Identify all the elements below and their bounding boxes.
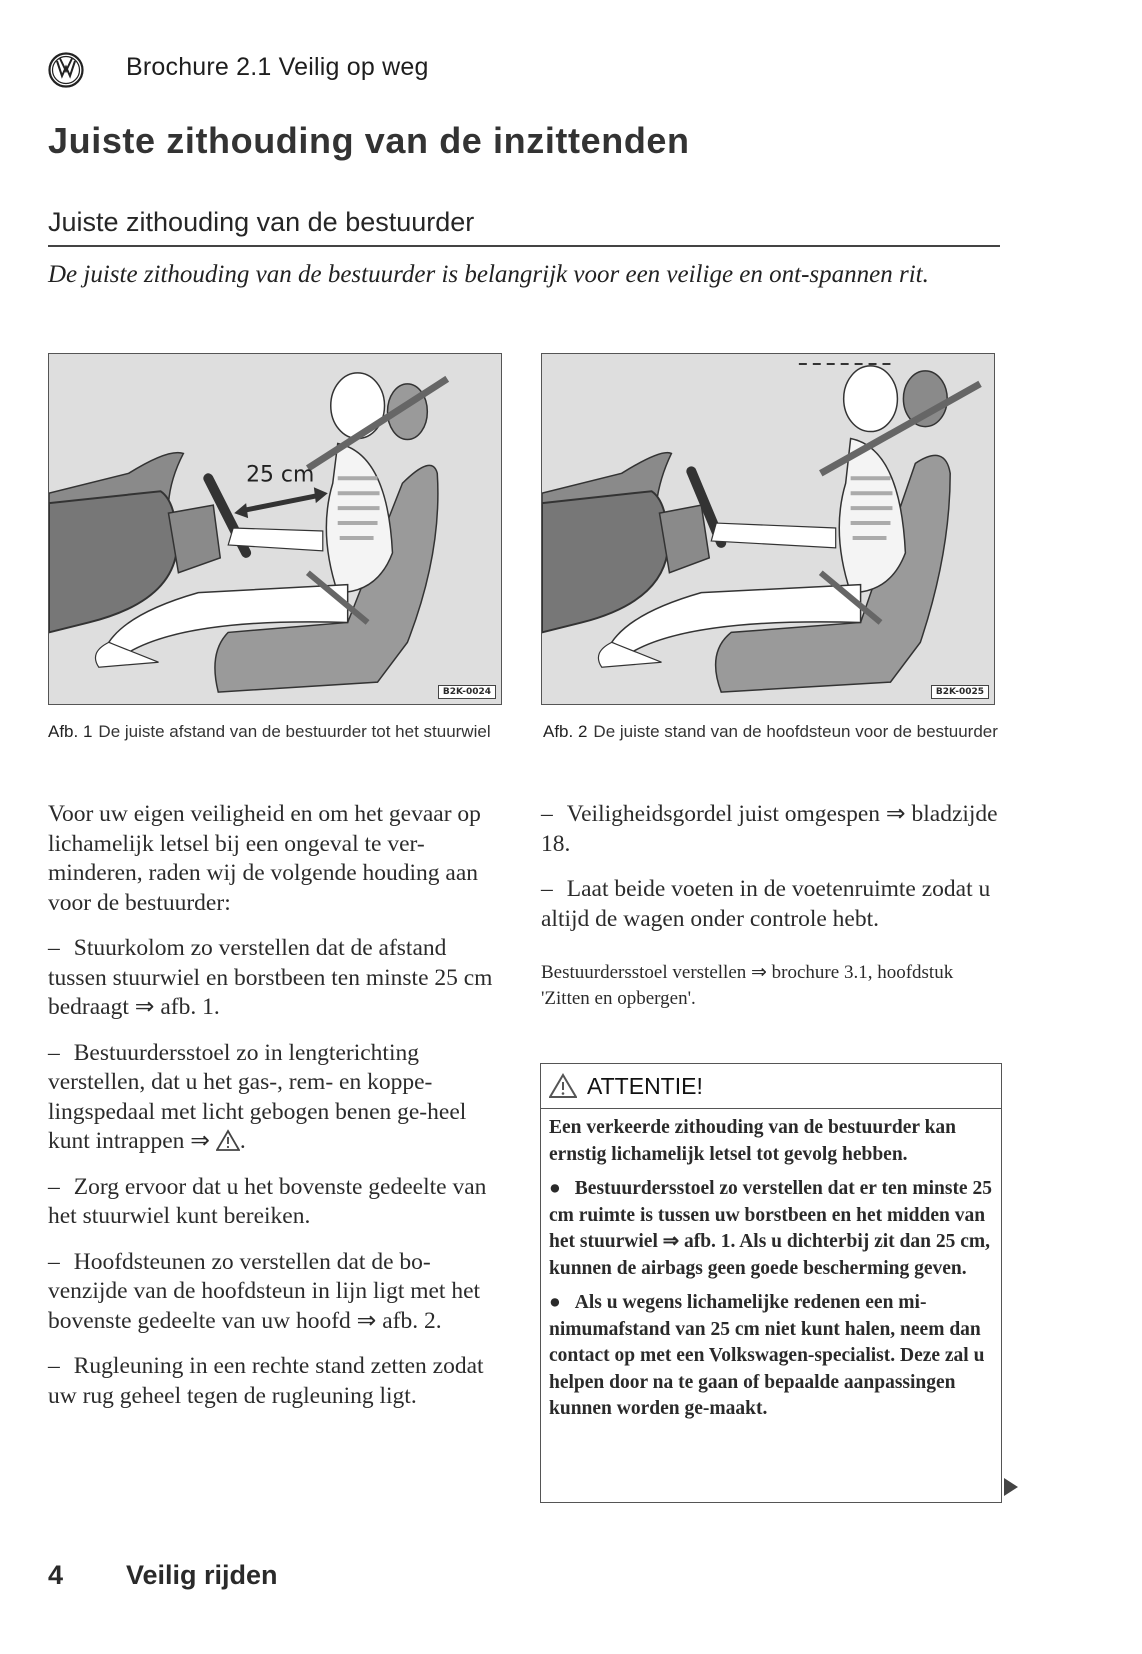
caption-text: De juiste afstand van de bestuurder tot het stuurwiel bbox=[98, 722, 491, 741]
list-item: – Zorg ervoor dat u het bovenste gedeelte van het stuurwiel kunt bereiken. bbox=[48, 1173, 487, 1229]
list-item: – Veiligheidsgordel juist omgespen ⇒ bladzijde 18. bbox=[541, 801, 998, 857]
figure-label: Afb. 1 bbox=[48, 722, 93, 741]
body-intro: Voor uw eigen veiligheid en om het gevaar op lichamelijk letsel bij een ongeval te ver-minderen, raden wij de volgende houding aan voor de bestuurder: bbox=[48, 801, 481, 916]
heading-rule bbox=[48, 245, 1000, 247]
driver-seat-distance-illustration bbox=[49, 354, 501, 704]
continue-arrow-icon bbox=[1004, 1478, 1018, 1496]
vw-logo-icon bbox=[48, 52, 84, 88]
attention-heading: ATTENTIE! bbox=[587, 1072, 703, 1099]
attention-box bbox=[540, 1063, 1002, 1503]
list-item: – Laat beide voeten in de voetenruimte zodat u altijd de wagen onder controle hebt. bbox=[541, 876, 991, 932]
section-heading: Juiste zithouding van de bestuurder bbox=[48, 207, 475, 237]
figure-2-caption bbox=[543, 718, 1003, 745]
caption-text: De juiste stand van de hoofdsteun voor de bestuurder bbox=[593, 722, 998, 741]
warning-triangle-icon bbox=[216, 1129, 240, 1151]
running-head: Brochure 2.1 Veilig op weg bbox=[126, 53, 429, 81]
figure-1-caption bbox=[48, 718, 508, 745]
bullet-icon: ● bbox=[549, 1178, 561, 1199]
warning-triangle-icon bbox=[549, 1073, 577, 1099]
attention-body bbox=[541, 1109, 1001, 1423]
right-column bbox=[541, 800, 1001, 1028]
left-column bbox=[48, 800, 503, 1427]
distance-annotation: 25 cm bbox=[246, 462, 315, 488]
list-item: – Bestuurdersstoel zo in lengterichting verstellen, dat u het gas-, rem- en koppe-lingspedaal met licht gebogen benen ge-heel kunt intrappen ⇒ . bbox=[48, 1039, 467, 1154]
attention-intro: Een verkeerde zithouding van de bestuurder kan ernstig lichamelijk letsel tot gevolg hebben. bbox=[549, 1117, 957, 1165]
page-number: 4 bbox=[48, 1560, 64, 1590]
bullet-icon: ● bbox=[549, 1292, 561, 1313]
section-intro: De juiste zithouding van de bestuurder is belangrijk voor een veilige en ont-spannen rit. bbox=[48, 261, 929, 288]
list-item: – Rugleuning in een rechte stand zetten zodat uw rug geheel tegen de rugleuning ligt. bbox=[48, 1353, 484, 1409]
list-item: – Hoofdsteunen zo verstellen dat de bo-venzijde van de hoofdsteun in lijn ligt met het bovenste gedeelte van uw hoofd ⇒ afb. 2. bbox=[48, 1248, 481, 1334]
figure-2-illustration bbox=[541, 353, 995, 705]
attention-header bbox=[541, 1064, 1001, 1109]
footer-section-title: Veilig rijden bbox=[126, 1560, 278, 1590]
figure-1-illustration bbox=[48, 353, 502, 705]
figure-label: Afb. 2 bbox=[543, 722, 588, 741]
figure-code: B2K-0024 bbox=[438, 685, 496, 699]
page-title: Juiste zithouding van de inzittenden bbox=[48, 120, 690, 161]
headrest-position-illustration bbox=[542, 354, 994, 704]
attention-bullet: ● Bestuurdersstoel zo verstellen dat er ten minste 25 cm ruimte is tussen uw borstbeen en het midden van het stuurwiel ⇒ afb. 1. Als u dichterbij zit dan 25 cm, kunnen de airbags geen goede bescherming geven. bbox=[549, 1178, 992, 1279]
cross-reference-note: Bestuurdersstoel verstellen ⇒ brochure 3.1, hoofdstuk 'Zitten en opbergen'. bbox=[541, 962, 954, 1009]
figure-code: B2K-0025 bbox=[931, 685, 989, 699]
list-item: – Stuurkolom zo verstellen dat de afstand tussen stuurwiel en borstbeen ten minste 25 cm bedraagt ⇒ afb. 1. bbox=[48, 935, 493, 1020]
attention-bullet: ● Als u wegens lichamelijke redenen een mi-nimumafstand van 25 cm niet kunt halen, neem dan contact op met een Volkswagen-specialist. Deze zal u helpen door na te gaan of bepaalde aanpassingen kunnen worden ge-maakt. bbox=[549, 1292, 985, 1419]
